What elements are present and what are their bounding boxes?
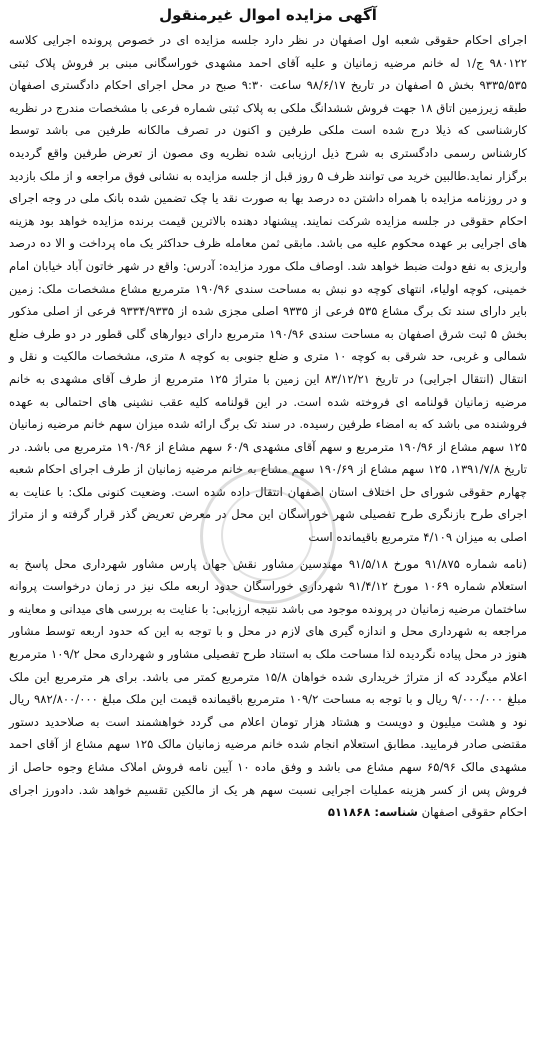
notice-title: آگهی مزایده اموال غیرمنقول (159, 6, 377, 24)
notice-paragraph-appraisal (9, 553, 527, 824)
appraisal-text: (نامه شماره ۹۱/۸۷۵ مورخ ۹۱/۵/۱۸ مهندسین مشاور نقش جهان پارس مشاور شهرداری محل پاسخ به استعلام شماره ۱۰۶۹ مورخ ۹۱/۴/۱۲ شهرداری خوراسگان حدود اربعه ملک نیز در زمان درخواست پروانه ساختمان مرضیه زمانیان در پرونده موجود می باشد نتیجه ارزیابی: با عنایت به بررسی های میدانی و معاینه و مراجعه به شهرداری محل و اندازه گیری های لازم در محل و با توجه به این که حدود اربعه توسط مشاور هنوز در محل پیاده نگردیده لذا مساحت ملک به استناد طرح تفصیلی مشاور و شهرداری محل ۱۰۹/۲ مترمربع اعلام میگردد که از متراژ خریداری شده خواهان ۱۵/۸ مترمربع کمتر می باشد. برای هر مترمربع این ملک مبلغ ۹/۰۰۰/۰۰۰ ریال و با توجه به مساحت ۱۰۹/۲ مترمربع باقیمانده قیمت این ملک مبلغ ۹۸۲/۸۰۰/۰۰۰ ریال نود و هشت میلیون و دویست و هشتاد هزار تومان اعلام می گردد خواهشمند است به صلاحدید دستور مقتضی صادر فرمایید. مطابق استعلام انجام شده خانم مرضیه زمانیان مالک ۱۲۵ سهم مشاع از آقای احمد مشهدی مالک ۶۵/۹۶ سهم مشاع می باشد و وفق ماده ۱۰ آیین نامه فروش املاک مشاع وجوه حاصل از فروش پس از کسر هزینه عملیات اجرایی نسبت سهم هر یک از مالکین تقسیم خواهد شد. دادورز اجرای احکام حقوقی اصفهان (9, 556, 528, 820)
notice-id: شناسه: ۵۱۱۸۶۸ (327, 805, 418, 820)
notice-paragraph-main: اجرای احکام حقوقی شعبه اول اصفهان در نظر دارد جلسه مزایده ای در خصوص پرونده اجرایی کلاسه ۹۸۰۱۲۲ ج/۱ له خانم مرضیه زمانیان و علیه آقای احمد مشهدی خوراسگانی مبنی بر فروش پلاک ثبتی ۹۳۳۵/۵۳۵ بخش ۵ اصفهان در تاریخ ۹۸/۶/۱۷ ساعت ۹:۳۰ صبح در محل اجرای احکام دادگستری اصفهان طبقه زیرزمین اتاق ۱۸ جهت فروش ششدانگ ملکی به پلاک ثبتی شماره فرعی با مشخصات مندرج در نظریه کارشناسی که ذیلا درج شده است ملکی طرفین و اکنون در تصرف مالکانه طرفین می باشد توسط کارشناس رسمی دادگستری به شرح ذیل ارزیابی شده نظریه وی مصون از تعرض طرفین واقع گردیده برگزار نماید.طالبین خرید می توانند ظرف ۵ روز قبل از جلسه مزایده به نشانی فوق مراجعه و از ملک بازدید و در روزنامه مزایده با همراه داشتن ده درصد بها به صورت نقد یا چک تضمین شده بانک ملی در وجه اجرای احکام حقوقی در جلسه مزایده شرکت نمایند. پیشنهاد دهنده بالاترین قیمت برنده مزایده خواهد بود هزینه های اجرایی بر عهده محکوم علیه می باشد. مابقی ثمن معامله ظرف حداکثر یک ماه پرداخت و الا ده درصد واریزی به نفع دولت ضبط خواهد شد. اوصاف ملک مورد مزایده: آدرس: واقع در شهر خاتون آباد خیابان امام خمینی، کوچه اولیاء، انتهای کوچه دو نبش به مساحت سندی ۱۹۰/۹۶ مترمربع مشاع مشخصات ملک: زمین بایر دارای سند تک برگ مشاع ۵۳۵ فرعی از ۹۳۳۵ اصلی مجزی شده از ۹۳۳۴/۹۳۳۵ فرعی از اصلی مذکور بخش ۵ ثبت شرق اصفهان به مساحت سندی ۱۹۰/۹۶ مترمربع دارای دیوارهای گلی قطور در دو طرف ضلع شمالی و غربی، حد شرقی به کوچه ۱۰ متری و ضلع جنوبی به کوچه ۸ متری، مشخصات مالکیت و نقل و انتقال (انتقال اجرایی) در تاریخ ۸۳/۱۲/۲۱ این زمین با متراژ ۱۲۵ مترمربع از طرف آقای مشهدی به خانم مرضیه زمانیان قولنامه ای فروخته شده است. در این قولنامه کلیه عقب نشینی های احتمالی به عهده فروشنده می باشد که به امضاء طرفین رسیده. در سند تک برگ ارائه شده میزان سهم خانم مرضیه زمانیان ۱۲۵ سهم مشاع از ۱۹۰/۹۶ مترمربع و سهم آقای مشهدی ۶۰/۹ سهم مشاع از ۱۹۰/۹۶ مترمربع می باشد. در تاریخ ۱۳۹۱/۷/۸، ۱۲۵ سهم مشاع از ۱۹۰/۶۹ سهم مشاع به خانم مرضیه زمانیان از طرف اجرای احکام شعبه چهارم حقوقی شورای حل اختلاف استان اصفهان انتقال داده شده است. وضعیت کنونی ملک: با عنایت به اجرای طرح بازنگری طرح تفصیلی شهر خوراسگان این محل در معرض تعریض گذر قرار گرفته و از متراژ اصلی به میزان ۴/۱۰۹ مترمربع باقیمانده است (9, 33, 528, 545)
